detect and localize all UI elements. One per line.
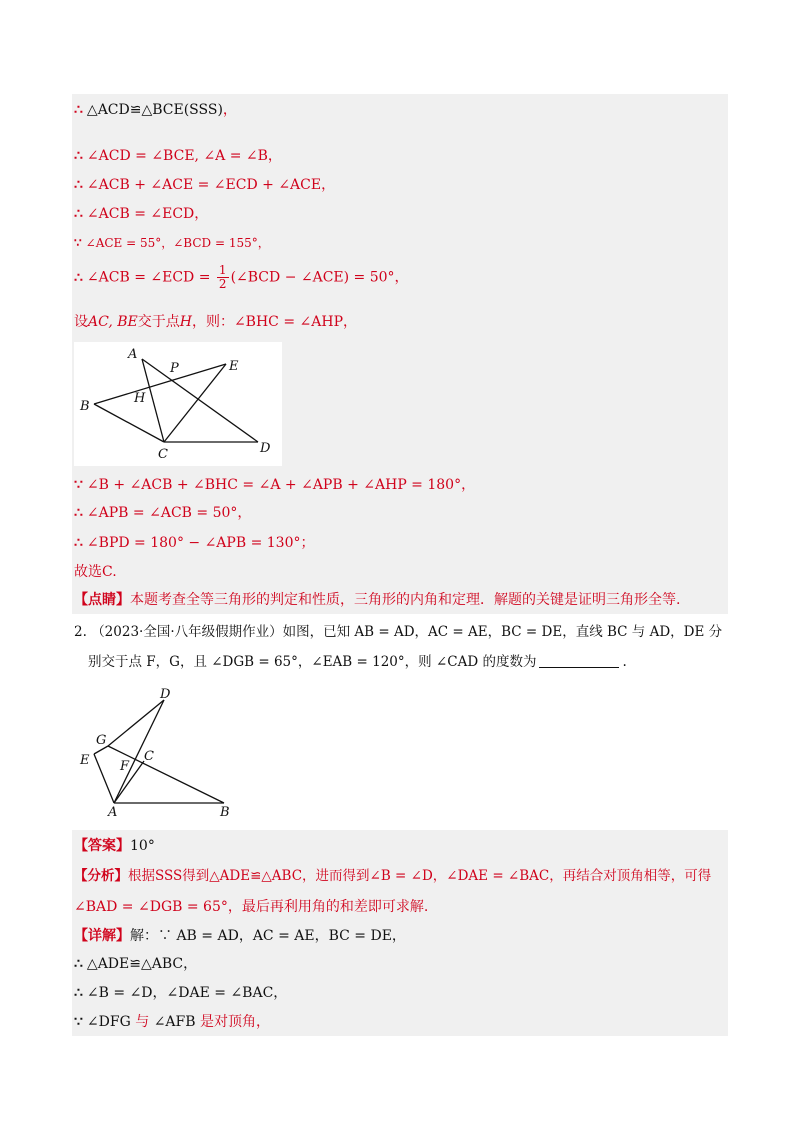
line-2: ∴ ∠ACD = ∠BCE, ∠A = ∠B， [74,148,282,164]
label-E: E [229,359,239,374]
label-D: D [260,441,271,456]
line-10: ∴ ∠BPD = 180° − ∠APB = 130°； [74,535,315,551]
label-P: P [170,361,179,376]
seg-AE [94,754,114,803]
line-3: ∴ ∠ACB + ∠ACE = ∠ECD + ∠ACE， [74,177,336,193]
label-B: B [80,399,90,414]
analysis-line-1: 【分析】根据SSS得到△ADE≌△ABC，进而得到∠B = ∠D，∠DAE = ∠BAC，再结合对顶角相等，可得 [74,868,712,884]
answer-blank[interactable] [539,667,619,668]
line-8: ∵ ∠B + ∠ACB + ∠BHC = ∠A + ∠APB + ∠AHP = 180°， [74,477,476,493]
analysis-line-2: ∠BAD = ∠DGB = 65°，最后再利用角的和差即可求解. [74,899,429,915]
detail-line-1: 【详解】解：∵ AB = AD，AC = AE，BC = DE， [74,928,406,944]
line-5: ∵ ∠ACE = 55°，∠BCD = 155°， [74,236,270,250]
label-E: E [80,753,90,768]
label-B: B [220,805,230,820]
fraction-half: $\frac{1}{2}$ [218,263,227,291]
seg-AD [114,700,164,803]
line-9: ∴ ∠APB = ∠ACB = 50°， [74,505,252,521]
label-H: H [134,391,146,406]
note-line: 【点睛】本题考查全等三角形的判定和性质，三角形的内角和定理．解题的关键是证明三角形全等. [74,592,681,608]
label-F: F [120,759,130,774]
line-7: 设AC, BE交于点H，则：∠BHC = ∠AHP， [74,314,357,330]
label-C: C [158,447,168,462]
answer-line: 【答案】10° [74,838,155,854]
line-11: 故选C. [74,564,117,580]
detail-line-3: ∴ ∠B = ∠D，∠DAE = ∠BAC， [74,985,288,1001]
line-1: ∴ △ACD≌△BCE(SSS)， [74,102,237,118]
label-C: C [144,749,154,764]
line-4: ∴ ∠ACB = ∠ECD， [74,206,209,222]
question-2-line-2: 别交于点 F，G，且 ∠DGB = 65°，∠EAB = 120°，则 ∠CAD 的度数为 . [88,654,627,670]
question-2-line-1: 2. （2023·全国·八年级假期作业）如图，已知 AB = AD，AC = AE，BC = DE，直线 BC 与 AD，DE 分 [74,624,723,640]
detail-line-4: ∵ ∠DFG 与 ∠AFB 是对顶角， [74,1014,270,1030]
label-A: A [108,805,118,820]
seg-BE [94,364,226,404]
line-6: ∴ ∠ACB = ∠ECD = $\frac{1}{2}$ (∠BCD − ∠ACE) = 50°， [74,263,409,291]
detail-line-2: ∴ △ADE≌△ABC， [74,956,198,972]
label-G: G [96,733,107,748]
seg-BC [94,404,164,442]
figure-1 [74,342,282,466]
seg-GB [108,746,224,803]
seg-DG [108,700,164,746]
label-D: D [160,688,171,702]
label-A: A [128,347,138,362]
figure-2 [74,688,244,820]
